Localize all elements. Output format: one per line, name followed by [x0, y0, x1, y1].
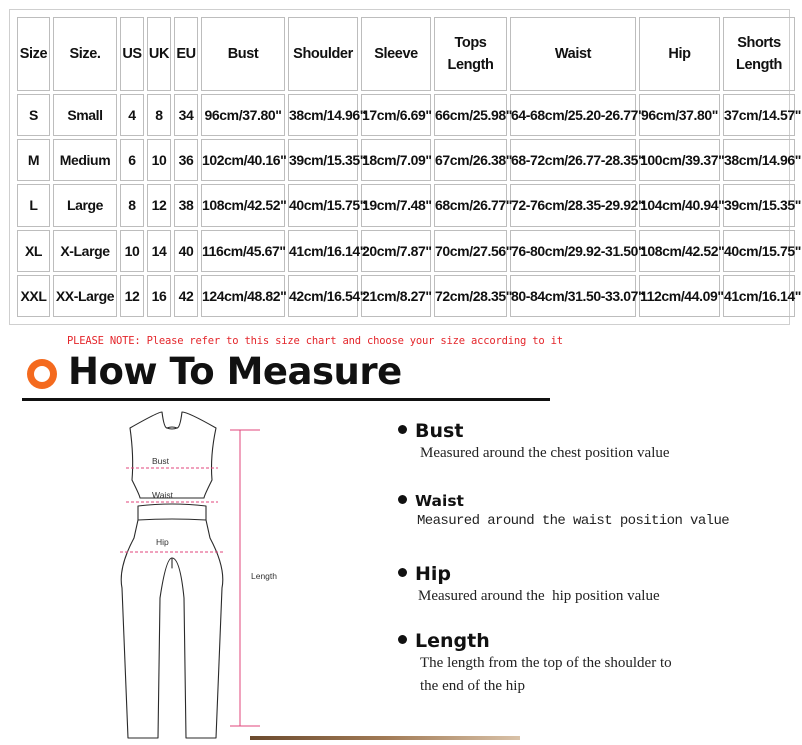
- table-cell: 96cm/37.80": [201, 94, 285, 136]
- bullet-icon: [398, 425, 407, 434]
- table-cell: 20cm/7.87": [361, 230, 431, 272]
- table-header-row: [17, 17, 795, 91]
- table-row: [17, 275, 795, 317]
- header-sleeve: Sleeve: [361, 17, 431, 91]
- table-cell: 70cm/27.56": [434, 230, 507, 272]
- table-cell: 96cm/37.80": [639, 94, 720, 136]
- table-cell: 116cm/45.67": [201, 230, 285, 272]
- header-hip: Hip: [639, 17, 720, 91]
- table-cell: 76-80cm/29.92-31.50": [510, 230, 636, 272]
- table-cell: L: [17, 184, 50, 226]
- table-row: [17, 94, 795, 136]
- measure-desc-line-1: The length from the top of the shoulder to: [420, 655, 672, 671]
- table-row: [17, 184, 795, 226]
- table-cell: 72cm/28.35": [434, 275, 507, 317]
- table-cell: 41cm/16.14": [288, 230, 358, 272]
- table-cell: 14: [147, 230, 171, 272]
- table-cell: 21cm/8.27": [361, 275, 431, 317]
- table-row: [17, 139, 795, 181]
- table-cell: Small: [53, 94, 117, 136]
- table-cell: 16: [147, 275, 171, 317]
- table-cell: 8: [120, 184, 144, 226]
- table-cell: M: [17, 139, 50, 181]
- table-cell: 19cm/7.48": [361, 184, 431, 226]
- table-cell: 72-76cm/28.35-29.92": [510, 184, 636, 226]
- table-cell: 68cm/26.77": [434, 184, 507, 226]
- section-title: How To Measure: [68, 350, 402, 393]
- table-cell: 37cm/14.57": [723, 94, 795, 136]
- table-cell: 64-68cm/25.20-26.77": [510, 94, 636, 136]
- table-cell: 18cm/7.09": [361, 139, 431, 181]
- measure-item-hip: [398, 563, 660, 608]
- table-cell: 108cm/42.52": [639, 230, 720, 272]
- table-cell: 38: [174, 184, 198, 226]
- measure-desc: Measured around the chest position value: [420, 445, 670, 461]
- bullet-icon: [398, 568, 407, 577]
- table-cell: 66cm/25.98": [434, 94, 507, 136]
- table-cell: 12: [120, 275, 144, 317]
- table-cell: 104cm/40.94": [639, 184, 720, 226]
- table-cell: 40cm/15.75": [723, 230, 795, 272]
- title-underline: [22, 398, 550, 401]
- table-cell: 6: [120, 139, 144, 181]
- measure-title: Waist: [415, 492, 464, 510]
- header-bust: Bust: [201, 17, 285, 91]
- header-size: Size: [17, 17, 50, 91]
- header-uk: UK: [147, 17, 171, 91]
- header-waist: Waist: [510, 17, 636, 91]
- table-cell: 12: [147, 184, 171, 226]
- bullet-icon: [398, 635, 407, 644]
- table-cell: XL: [17, 230, 50, 272]
- how-to-measure-header: [27, 352, 557, 402]
- table-cell: 41cm/16.14": [723, 275, 795, 317]
- table-cell: 124cm/48.82": [201, 275, 285, 317]
- figure-label-waist: Waist: [152, 490, 173, 500]
- table-cell: 67cm/26.38": [434, 139, 507, 181]
- figure-label-length: Length: [251, 571, 277, 581]
- header-eu: EU: [174, 17, 198, 91]
- table-cell: 40cm/15.75": [288, 184, 358, 226]
- table-row: [17, 230, 795, 272]
- measure-item-bust: [398, 420, 670, 465]
- measure-item-length: [398, 630, 672, 698]
- table-cell: Medium: [53, 139, 117, 181]
- table-cell: 68-72cm/26.77-28.35": [510, 139, 636, 181]
- figure-label-bust: Bust: [152, 456, 170, 466]
- body-measure-figure: [100, 408, 300, 740]
- table-cell: 102cm/40.16": [201, 139, 285, 181]
- table-cell: 112cm/44.09": [639, 275, 720, 317]
- table-cell: 38cm/14.96": [288, 94, 358, 136]
- table-cell: 40: [174, 230, 198, 272]
- size-chart-table: [14, 14, 801, 320]
- table-cell: 8: [147, 94, 171, 136]
- table-cell: 34: [174, 94, 198, 136]
- table-cell: 108cm/42.52": [201, 184, 285, 226]
- measure-desc: Measured around the hip position value: [418, 588, 660, 604]
- measure-item-waist: [398, 492, 729, 533]
- measure-desc-line-2: the end of the hip: [420, 678, 525, 694]
- table-cell: 39cm/15.35": [288, 139, 358, 181]
- size-chart-table-frame: [9, 9, 801, 325]
- header-shoulder: Shoulder: [288, 17, 358, 91]
- table-cell: 36: [174, 139, 198, 181]
- header-tops-length: Tops Length: [434, 17, 507, 91]
- table-cell: 10: [120, 230, 144, 272]
- measure-title: Bust: [415, 420, 464, 442]
- measure-desc: Measured around the waist position value: [417, 513, 730, 529]
- table-cell: 17cm/6.69": [361, 94, 431, 136]
- header-shorts-length: Shorts Length: [723, 17, 795, 91]
- table-cell: XXL: [17, 275, 50, 317]
- bottom-photo-strip: [250, 736, 520, 740]
- table-cell: XX-Large: [53, 275, 117, 317]
- table-cell: Large: [53, 184, 117, 226]
- figure-label-hip: Hip: [156, 537, 169, 547]
- header-us: US: [120, 17, 144, 91]
- orange-ring-icon: [27, 359, 57, 389]
- table-cell: 80-84cm/31.50-33.07": [510, 275, 636, 317]
- table-cell: X-Large: [53, 230, 117, 272]
- table-cell: 42: [174, 275, 198, 317]
- table-cell: 4: [120, 94, 144, 136]
- table-cell: 42cm/16.54": [288, 275, 358, 317]
- size-note: PLEASE NOTE: Please refer to this size chart and choose your size according to it: [67, 335, 563, 347]
- measure-title: Hip: [415, 563, 452, 585]
- table-cell: 100cm/39.37": [639, 139, 720, 181]
- table-cell: S: [17, 94, 50, 136]
- bullet-icon: [398, 495, 407, 504]
- header-size-name: Size.: [53, 17, 117, 91]
- measure-title: Length: [415, 630, 490, 652]
- table-cell: 10: [147, 139, 171, 181]
- table-cell: 39cm/15.35": [723, 184, 795, 226]
- table-cell: 38cm/14.96": [723, 139, 795, 181]
